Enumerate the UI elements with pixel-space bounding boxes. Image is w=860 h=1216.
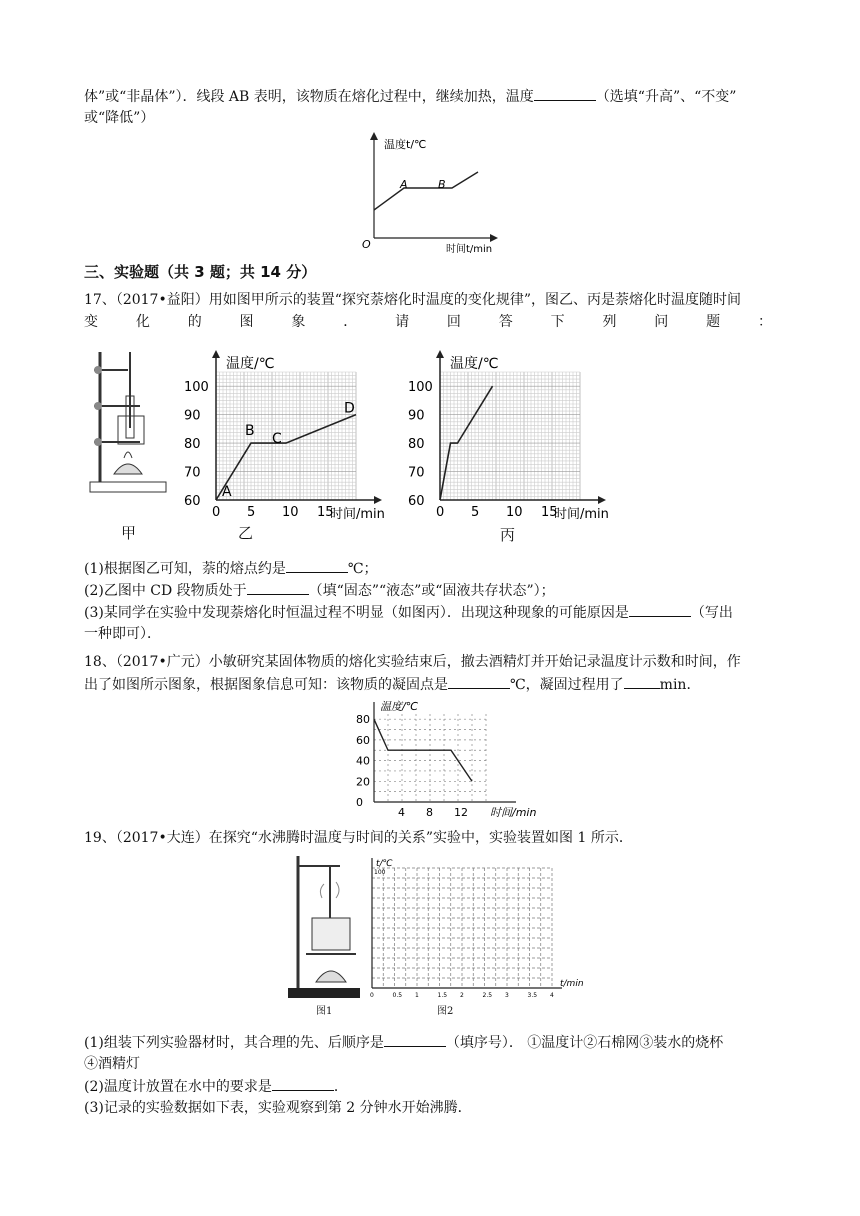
- x-tick-label: 10: [282, 505, 299, 520]
- y-axis-label: 温度/℃: [226, 356, 275, 372]
- x-tick-label: 1: [415, 992, 419, 999]
- q17-sub3-text: (3)某同学在实验中发现萘熔化时恒温过程不明显（如图丙）．出现这种现象的可能原因是: [84, 605, 629, 621]
- answer-blank[interactable]: [624, 674, 660, 689]
- y-tick-label: 0: [356, 796, 363, 809]
- stand-base: [288, 988, 360, 998]
- q16-xlabel: 时间t/min: [446, 244, 493, 255]
- x-tick-label: 12: [454, 806, 468, 819]
- caption-fig1: 图1: [316, 1006, 333, 1017]
- series-line: [374, 719, 472, 781]
- x-tick-label: 5: [471, 505, 480, 520]
- q17-line2-char: 变: [84, 314, 98, 330]
- x-axis-arrow: [598, 496, 606, 504]
- q17-sub2-text: (2)乙图中 CD 段物质处于: [84, 583, 247, 599]
- q16-text: 体”或“非晶体”）．线段 AB 表明，该物质在熔化过程中，继续加热，温度: [84, 89, 534, 105]
- caption-jia: 甲: [121, 524, 137, 542]
- graph-q18: [340, 700, 537, 822]
- q16-line2: 或“降低”）: [84, 110, 155, 126]
- q18-line2: [84, 674, 700, 695]
- x-axis-label: 时间/min: [330, 507, 385, 522]
- q16-origin: O: [362, 238, 371, 251]
- q16-point-b: B: [438, 178, 446, 191]
- clamp-knob: [94, 402, 102, 410]
- clamp-knob: [94, 438, 102, 446]
- x-tick-label: 3: [505, 992, 509, 999]
- y-axis-label: 温度/℃: [450, 356, 499, 372]
- x-tick-label: 4: [550, 992, 554, 999]
- q19-sub1-text: (1)组装下列实验器材时，其合理的先、后顺序是: [84, 1035, 384, 1051]
- x-tick-label: 0: [212, 505, 221, 520]
- x-tick-label: 5: [247, 505, 256, 520]
- x-tick-label: 0.5: [392, 992, 403, 999]
- q17-sub3-tail: （写出: [690, 605, 733, 621]
- q17-line2-char: 象: [291, 314, 306, 330]
- x-tick-label: 4: [398, 806, 405, 819]
- q17-sub2: [84, 580, 555, 601]
- q17-line2-char: ：: [757, 314, 772, 330]
- answer-blank[interactable]: [629, 602, 691, 617]
- y-axis-arrow: [436, 350, 444, 358]
- q17-line2-char: 的: [187, 314, 202, 330]
- y-tick-label: 80: [356, 713, 370, 727]
- q16-tail: （选填“升高”、“不变”: [595, 89, 737, 105]
- y-tick-label: 60: [184, 494, 201, 509]
- q17-sub3-line2: 一种即可）．: [84, 626, 161, 642]
- beaker: [312, 918, 350, 950]
- x-tick-label: 0: [436, 505, 445, 520]
- graph-bing: [404, 340, 624, 525]
- y-tick-label: 20: [356, 775, 370, 789]
- y-tick-label: 70: [408, 465, 425, 481]
- q17-line2-char: 回: [446, 314, 461, 330]
- q17-line2-char: 请: [395, 314, 410, 330]
- q17-line2-char: 问: [654, 314, 669, 330]
- q17-line2-char: 下: [550, 314, 565, 330]
- q19-sub1: [84, 1032, 723, 1053]
- q17-line2-char: 题: [706, 314, 721, 330]
- point-label: D: [344, 400, 355, 417]
- graph-fig2: [362, 850, 584, 1000]
- x-tick-label: 15: [541, 505, 558, 520]
- y-tick-label: 100: [374, 869, 386, 876]
- caption-bing: 丙: [500, 526, 516, 544]
- caption-yi: 乙: [238, 524, 254, 542]
- answer-blank[interactable]: [247, 580, 309, 595]
- y-tick-label: 40: [356, 754, 370, 768]
- y-tick-label: 90: [408, 408, 425, 424]
- graph-yi: [180, 340, 400, 525]
- caption-fig2: 图2: [437, 1006, 454, 1017]
- y-tick-label: 70: [184, 465, 201, 481]
- q18-text: 出了如图所示图象，根据图象信息可知：该物质的凝固点是: [84, 677, 448, 693]
- q17-sub3: [84, 602, 733, 623]
- alcohol-lamp: [114, 464, 142, 474]
- point-label: B: [245, 423, 255, 440]
- q18-unit: min．: [659, 677, 701, 693]
- q18-mid: ℃，凝固过程用了: [510, 677, 624, 693]
- q17-sub2-tail: （填“固态”“液态”或“固液共存状态”）；: [308, 583, 555, 599]
- q17-sub1-unit: ℃；: [347, 561, 378, 577]
- x-tick-label: 0: [370, 992, 374, 999]
- answer-blank[interactable]: [448, 674, 510, 689]
- answer-blank[interactable]: [286, 558, 348, 573]
- clamp-knob: [94, 366, 102, 374]
- point-label: A: [222, 484, 232, 500]
- q16-graph: [360, 130, 520, 255]
- y-axis-label: 温度/℃: [380, 700, 419, 713]
- q17-sub1-text: (1)根据图乙可知，萘的熔点约是: [84, 561, 286, 577]
- q17-line2: [84, 312, 772, 332]
- x-tick-label: 10: [506, 505, 523, 520]
- x-tick-label: 2: [460, 992, 464, 999]
- q19-sub1-line2: ④酒精灯: [84, 1056, 140, 1072]
- q19-line1: 19、（2017•大连）在探究“水沸腾时温度与时间的关系”实验中，实验装置如图 1 所示．: [84, 830, 633, 846]
- y-axis-arrow: [212, 350, 220, 358]
- x-axis-label: 时间/min: [554, 507, 609, 522]
- y-tick-label: 60: [356, 733, 370, 747]
- stand-base: [90, 482, 166, 492]
- q19-sub2-text: (2)温度计放置在水中的要求是: [84, 1079, 272, 1095]
- y-tick-label: 100: [408, 380, 433, 396]
- y-axis-label: t/℃: [376, 859, 393, 869]
- q18-line1: 18、（2017•广元）小敏研究某固体物质的熔化实验结束后，撤去酒精灯并开始记录温度计示数和时间，作: [84, 654, 741, 670]
- answer-blank[interactable]: [272, 1076, 334, 1091]
- y-tick-label: 90: [184, 408, 201, 424]
- x-tick-label: 1.5: [437, 992, 448, 999]
- answer-blank[interactable]: [534, 86, 596, 101]
- q17-line2-char: 图: [239, 314, 254, 330]
- q17-line2-char: 答: [498, 314, 513, 330]
- y-tick-label: 80: [408, 437, 425, 453]
- q16-series-line: [374, 172, 478, 210]
- q16-x-arrow: [490, 234, 498, 242]
- section-title: 三、实验题（共 3 题；共 14 分）: [84, 263, 317, 281]
- q17-line1: 17、（2017•益阳）用如图甲所示的装置“探究萘熔化时温度的变化规律”，图乙、丙是萘熔化时温度随时间: [84, 292, 742, 308]
- y-tick-label: 80: [184, 437, 201, 453]
- x-tick-label: 3.5: [527, 992, 538, 999]
- apparatus-fig1: [284, 850, 370, 1000]
- x-axis-label: 时间/min: [490, 806, 537, 819]
- q19-sub1-tail: （填序号）． ①温度计②石棉网③装水的烧杯: [445, 1035, 724, 1051]
- alcohol-lamp: [316, 971, 346, 982]
- y-tick-label: 100: [184, 380, 209, 396]
- flame: [124, 452, 132, 458]
- x-axis-arrow: [374, 496, 382, 504]
- answer-blank[interactable]: [384, 1032, 446, 1047]
- y-tick-label: 60: [408, 494, 425, 509]
- point-label: C: [272, 431, 282, 448]
- q16-line1: [84, 86, 736, 107]
- q16-point-a: A: [400, 178, 408, 191]
- x-tick-label: 15: [317, 505, 334, 520]
- x-tick-label: 8: [426, 806, 433, 819]
- q17-line2-char: ．: [343, 314, 358, 330]
- q17-sub1: [84, 558, 378, 579]
- x-axis-label: t/min: [560, 979, 584, 989]
- q17-line2-char: 化: [135, 314, 150, 330]
- q19-sub2-end: ．: [333, 1079, 348, 1095]
- q16-ylabel: 温度t/℃: [384, 138, 427, 151]
- q19-sub2: [84, 1076, 348, 1097]
- x-tick-label: 2.5: [482, 992, 493, 999]
- q16-y-arrow: [370, 132, 378, 140]
- q17-line2-char: 列: [602, 314, 617, 330]
- apparatus-jia: [84, 342, 174, 502]
- q19-sub3: (3)记录的实验数据如下表，实验观察到第 2 分钟水开始沸腾．: [84, 1100, 472, 1116]
